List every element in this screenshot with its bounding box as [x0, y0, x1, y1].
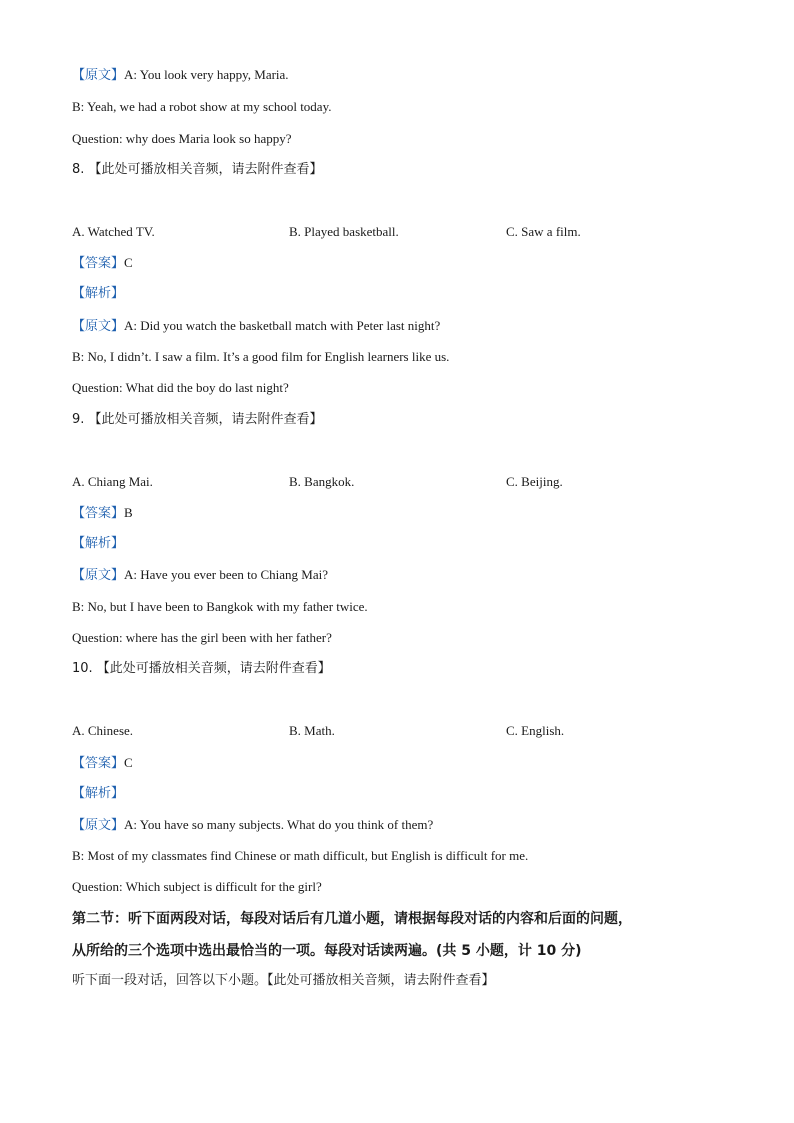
section-2-heading-line-2: 从所给的三个选项中选出最恰当的一项。每段对话读两遍。(共 5 小题，计 10 分) — [72, 943, 582, 959]
answer-label: 【答案】 — [72, 506, 125, 521]
answer-value: C — [124, 255, 133, 270]
option-a: A. Watched TV. — [72, 224, 155, 239]
transcript-line — [72, 66, 289, 85]
question-8-options — [72, 223, 732, 241]
answer-label: 【答案】 — [72, 756, 125, 771]
yuanwen-label: 【原文】 — [72, 319, 125, 334]
question-10-options — [72, 722, 732, 740]
option-c: C. English. — [506, 723, 565, 738]
answer-line — [72, 504, 133, 523]
dialogue-line-b: B: No, but I have been to Bangkok with my father twice. — [72, 599, 368, 614]
question-8-title: 8. 【此处可播放相关音频，请去附件查看】 — [72, 162, 323, 177]
yuanwen-label: 【原文】 — [72, 568, 125, 583]
answer-label: 【答案】 — [72, 256, 125, 271]
option-c: C. Saw a film. — [506, 224, 581, 239]
section-2-heading-line-1: 第二节：听下面两段对话，每段对话后有几道小题，请根据每段对话的内容和后面的问题， — [72, 911, 632, 927]
dialogue-line-b: B: No, I didn’t. I saw a film. It’s a good film for English learners like us. — [72, 349, 450, 364]
dialogue-line-b: B: Yeah, we had a robot show at my school today. — [72, 99, 332, 114]
dialogue-line-b: B: Most of my classmates find Chinese or math difficult, but English is difficult for me. — [72, 848, 529, 863]
yuanwen-label: 【原文】 — [72, 818, 125, 833]
transcript-line — [72, 317, 440, 336]
dialogue-line-a: A: Did you watch the basketball match with Peter last night? — [124, 318, 441, 333]
answer-value: C — [124, 755, 133, 770]
option-b: B. Played basketball. — [289, 224, 399, 239]
option-b: B. Bangkok. — [289, 474, 355, 489]
option-a: A. Chiang Mai. — [72, 474, 153, 489]
option-b: B. Math. — [289, 723, 335, 738]
yuanwen-label: 【原文】 — [72, 68, 125, 83]
question-line: Question: What did the boy do last night? — [72, 380, 289, 395]
option-c: C. Beijing. — [506, 474, 563, 489]
analysis-label: 【解析】 — [72, 536, 125, 551]
answer-line — [72, 254, 133, 273]
option-a: A. Chinese. — [72, 723, 134, 738]
question-10-title: 10. 【此处可播放相关音频，请去附件查看】 — [72, 661, 331, 676]
section-2-instruction: 听下面一段对话，回答以下小题。【此处可播放相关音频，请去附件查看】 — [72, 973, 495, 988]
analysis-label: 【解析】 — [72, 286, 125, 301]
dialogue-line-a: A: You have so many subjects. What do you think of them? — [124, 817, 434, 832]
answer-line — [72, 754, 133, 773]
dialogue-line-a: A: Have you ever been to Chiang Mai? — [124, 567, 328, 582]
analysis-label: 【解析】 — [72, 786, 125, 801]
question-9-options — [72, 473, 732, 491]
question-line: Question: why does Maria look so happy? — [72, 131, 292, 146]
dialogue-line-a: A: You look very happy, Maria. — [124, 67, 289, 82]
transcript-line — [72, 566, 328, 585]
question-line: Question: Which subject is difficult for the girl? — [72, 879, 322, 894]
answer-value: B — [124, 505, 133, 520]
question-line: Question: where has the girl been with her father? — [72, 630, 332, 645]
question-9-title: 9. 【此处可播放相关音频，请去附件查看】 — [72, 412, 323, 427]
transcript-line — [72, 816, 433, 835]
